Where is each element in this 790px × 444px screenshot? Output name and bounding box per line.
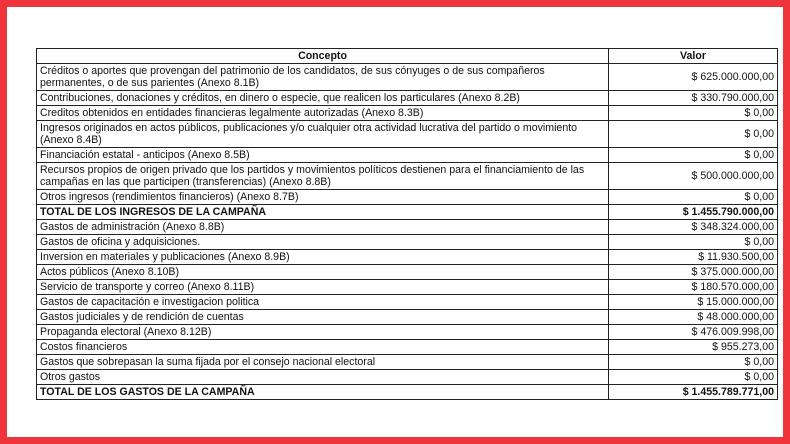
concepto-cell: Otros ingresos (rendimientos financieros) (Anexo 8.7B) — [37, 190, 609, 205]
header-row — [37, 49, 778, 64]
concepto-cell: Inversion en materiales y publicaciones (Anexo 8.9B) — [37, 250, 609, 265]
valor-cell: $ 625.000.000,00 — [609, 64, 778, 91]
column-header-valor: Valor — [609, 49, 778, 64]
table-row — [37, 121, 778, 148]
total-row — [37, 385, 778, 400]
valor-cell: $ 15.000.000,00 — [609, 295, 778, 310]
concepto-cell: Contribuciones, donaciones y créditos, en dinero o especie, que realicen los particulares (Anexo 8.2B) — [37, 91, 609, 106]
valor-cell: $ 1.455.789.771,00 — [609, 385, 778, 400]
table-row — [37, 310, 778, 325]
concepto-cell: Costos financieros — [37, 340, 609, 355]
table-row — [37, 64, 778, 91]
table-row — [37, 340, 778, 355]
valor-cell: $ 348.324.000,00 — [609, 220, 778, 235]
concepto-cell: Gastos que sobrepasan la suma fijada por el consejo nacional electoral — [37, 355, 609, 370]
valor-cell: $ 11.930.500,00 — [609, 250, 778, 265]
table-body — [37, 64, 778, 400]
valor-cell: $ 0,00 — [609, 190, 778, 205]
table-row — [37, 250, 778, 265]
valor-cell: $ 330.790.000,00 — [609, 91, 778, 106]
valor-cell: $ 180.570.000,00 — [609, 280, 778, 295]
concepto-cell: Actos públicos (Anexo 8.10B) — [37, 265, 609, 280]
valor-cell: $ 955.273,00 — [609, 340, 778, 355]
table-row — [37, 220, 778, 235]
concepto-cell: Recursos propios de origen privado que los partidos y movimientos políticos destienen para el financiamiento de las campañas en las que participen (transferencias) (Anexo 8.8B) — [37, 163, 609, 190]
table-row — [37, 148, 778, 163]
concepto-cell: TOTAL DE LOS INGRESOS DE LA CAMPAÑA — [37, 205, 609, 220]
table-row — [37, 265, 778, 280]
concepto-cell: Otros gastos — [37, 370, 609, 385]
valor-cell: $ 0,00 — [609, 148, 778, 163]
valor-cell: $ 500.000.000,00 — [609, 163, 778, 190]
table-row — [37, 163, 778, 190]
table-row — [37, 235, 778, 250]
valor-cell: $ 1.455.790.000,00 — [609, 205, 778, 220]
table-row — [37, 106, 778, 121]
table-row — [37, 190, 778, 205]
total-row — [37, 205, 778, 220]
column-header-concepto: Concepto — [37, 49, 609, 64]
valor-cell: $ 0,00 — [609, 106, 778, 121]
concepto-cell: Gastos de oficina y adquisiciones. — [37, 235, 609, 250]
concepto-cell: Gastos judiciales y de rendición de cuentas — [37, 310, 609, 325]
concepto-cell: Créditos o aportes que provengan del patrimonio de los candidatos, de sus cónyuges o de sus compañeros permanentes, o de sus parientes (Anexo 8.1B) — [37, 64, 609, 91]
table-row — [37, 325, 778, 340]
concepto-cell: Gastos de capacitación e investigacion politica — [37, 295, 609, 310]
concepto-cell: Propaganda electoral (Anexo 8.12B) — [37, 325, 609, 340]
concepto-cell: Creditos obtenidos en entidades financieras legalmente autorizadas (Anexo 8.3B) — [37, 106, 609, 121]
table-row — [37, 280, 778, 295]
table-row — [37, 370, 778, 385]
valor-cell: $ 0,00 — [609, 235, 778, 250]
valor-cell: $ 0,00 — [609, 355, 778, 370]
table-row — [37, 295, 778, 310]
concepto-cell: Ingresos originados en actos públicos, publicaciones y/o cualquier otra actividad lucrativa del partido o movimiento (Anexo 8.4B) — [37, 121, 609, 148]
valor-cell: $ 48.000.000,00 — [609, 310, 778, 325]
valor-cell: $ 375.000.000,00 — [609, 265, 778, 280]
valor-cell: $ 0,00 — [609, 370, 778, 385]
table-row — [37, 355, 778, 370]
concepto-cell: Servicio de transporte y correo (Anexo 8.11B) — [37, 280, 609, 295]
valor-cell: $ 0,00 — [609, 121, 778, 148]
concepto-cell: TOTAL DE LOS GASTOS DE LA CAMPAÑA — [37, 385, 609, 400]
table-row — [37, 91, 778, 106]
valor-cell: $ 476.009.998,00 — [609, 325, 778, 340]
concepto-cell: Financiación estatal - anticipos (Anexo 8.5B) — [37, 148, 609, 163]
concepto-cell: Gastos de administración (Anexo 8.8B) — [37, 220, 609, 235]
campaign-report-table — [36, 48, 778, 400]
